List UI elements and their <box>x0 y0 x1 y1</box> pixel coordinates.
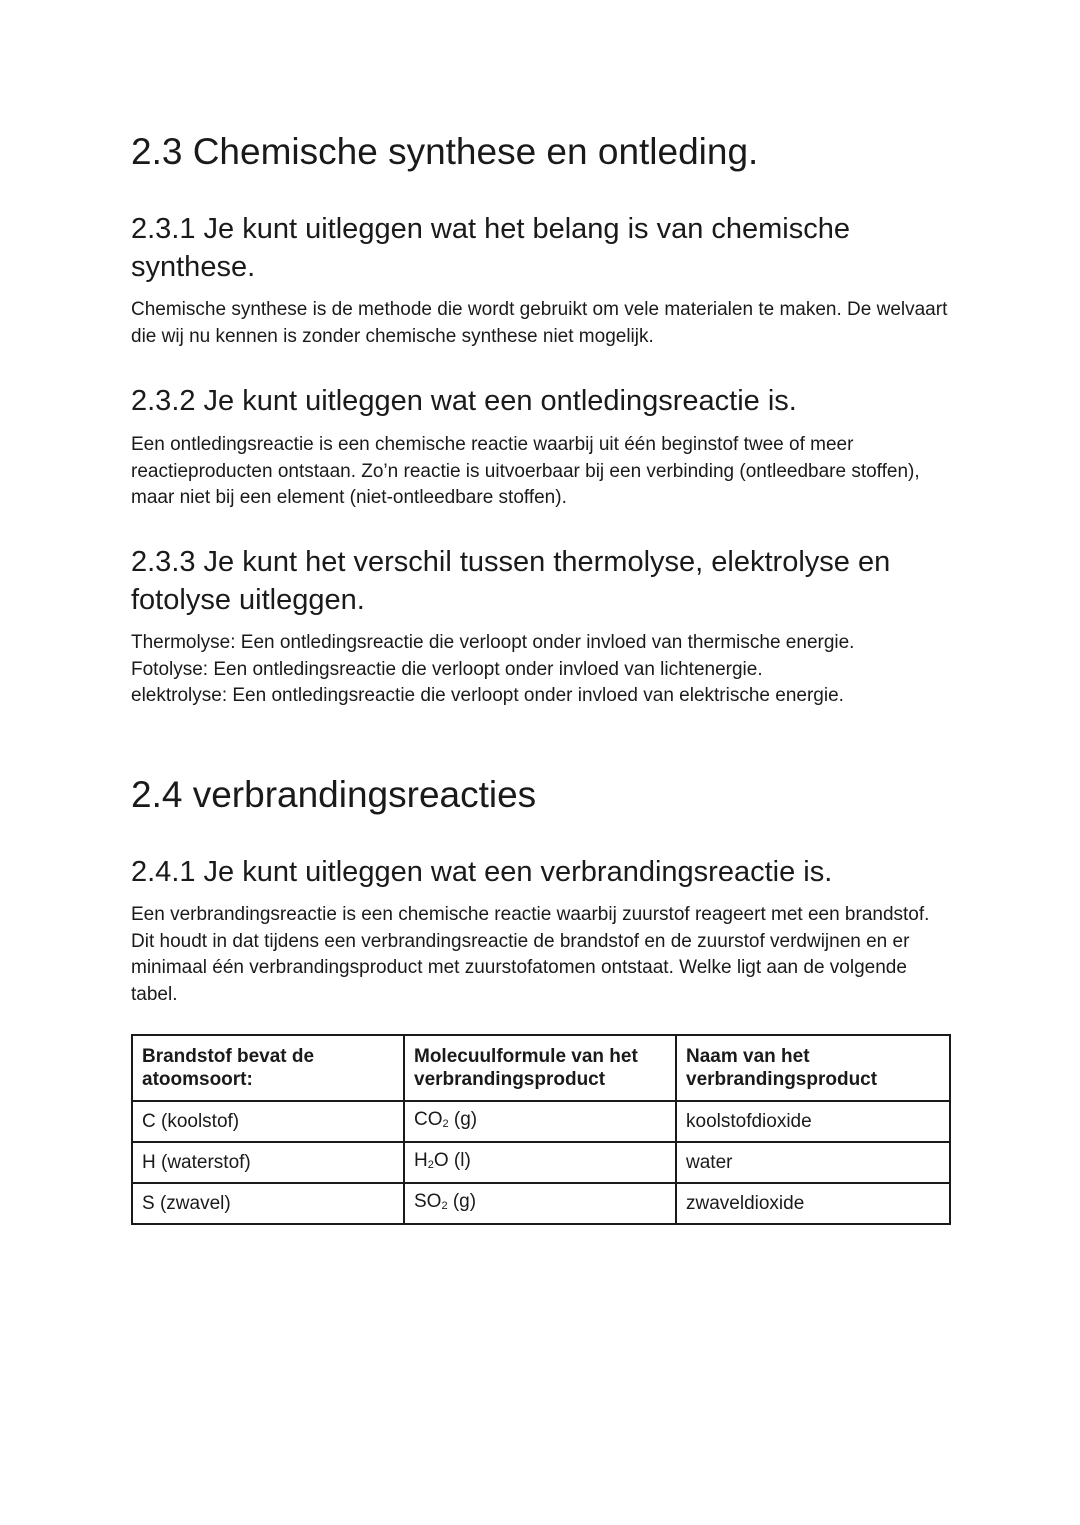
formula-text: H <box>414 1149 428 1171</box>
subsection-2-3-3-heading: 2.3.3 Je kunt het verschil tussen thermolyse, elektrolyse en fotolyse uitleggen. <box>131 546 891 616</box>
formula-text: O (l) <box>433 1149 471 1171</box>
combustion-products-table <box>131 1034 951 1225</box>
subsection-2-3-2-text: Een ontledingsreactie is een chemische reactie waarbij uit één beginstof twee of meer reactieproducten ontstaan. Zo’n reactie is uitvoerbaar bij een verbinding (ontleedbare stoffen), maar niet bij een element (niet-ontleedbare stoffen). <box>131 434 920 508</box>
table-header-cell: Naam van het verbrandingsproduct <box>676 1035 950 1101</box>
table-cell-formula <box>404 1183 676 1224</box>
formula-text: SO <box>414 1190 442 1212</box>
formula-subscript: 2 <box>442 1117 449 1130</box>
subsection-2-3-1-heading: 2.3.1 Je kunt uitleggen wat het belang is van chemische synthese. <box>131 213 851 283</box>
table-cell-name: zwaveldioxide <box>676 1183 950 1224</box>
table-header-cell: Brandstof bevat de atoomsoort: <box>132 1035 404 1101</box>
definition-thermolyse: Thermolyse: Een ontledingsreactie die verloopt onder invloed van thermische energie. <box>131 632 855 653</box>
formula-text: CO <box>414 1108 443 1130</box>
formula-text: (g) <box>447 1190 477 1212</box>
table-row <box>132 1183 950 1224</box>
section-2-3-title: 2.3 Chemische synthese en ontleding. <box>131 131 759 172</box>
table-header-row <box>132 1035 950 1101</box>
table-row <box>132 1142 950 1183</box>
table-cell-formula <box>404 1142 676 1183</box>
table-cell-formula <box>404 1101 676 1142</box>
table-cell-element: H (waterstof) <box>132 1142 404 1183</box>
table-cell-element: C (koolstof) <box>132 1101 404 1142</box>
table-cell-name: koolstofdioxide <box>676 1101 950 1142</box>
subsection-2-3-3-text <box>131 630 854 710</box>
table-cell-element: S (zwavel) <box>132 1183 404 1224</box>
definition-elektrolyse: elektrolyse: Een ontledingsreactie die verloopt onder invloed van elektrische energie. <box>131 685 844 706</box>
table-cell-name: water <box>676 1142 950 1183</box>
subsection-2-4-1-heading: 2.4.1 Je kunt uitleggen wat een verbrandingsreactie is. <box>131 856 833 888</box>
subsection-2-4-1-text: Een verbrandingsreactie is een chemische reactie waarbij zuurstof reageert met een brandstof. Dit houdt in dat tijdens een verbrandingsreactie de brandstof en de zuurstof verdwijnen en er minimaal één verbrandingsproduct met zuurstofatomen ontstaat. Welke ligt aan de volgende tabel. <box>131 904 930 1005</box>
section-2-4-title: 2.4 verbrandingsreacties <box>131 774 537 815</box>
definition-fotolyse: Fotolyse: Een ontledingsreactie die verloopt onder invloed van lichtenergie. <box>131 658 763 680</box>
subsection-2-3-2-heading: 2.3.2 Je kunt uitleggen wat een ontledingsreactie is. <box>131 385 797 417</box>
formula-text: (g) <box>448 1108 478 1130</box>
table-header-cell: Molecuulformule van het verbrandingsproduct <box>404 1035 676 1101</box>
formula-subscript: 2 <box>441 1199 448 1212</box>
formula-subscript: 2 <box>427 1158 434 1171</box>
table-row <box>132 1101 950 1142</box>
subsection-2-3-1-text: Chemische synthese is de methode die wordt gebruikt om vele materialen te maken. De welvaart die wij nu kennen is zonder chemische synthese niet mogelijk. <box>131 299 948 347</box>
